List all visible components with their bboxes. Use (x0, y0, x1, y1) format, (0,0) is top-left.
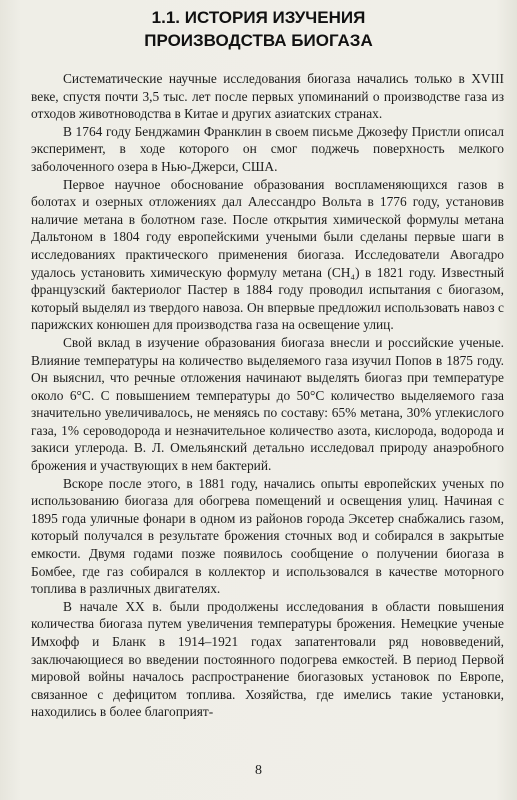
body-text (31, 70, 504, 721)
heading-line-2: ПРОИЗВОДСТВА БИОГАЗА (144, 31, 373, 50)
heading-line-1: 1.1. ИСТОРИЯ ИЗУЧЕНИЯ (151, 8, 366, 27)
paragraph: В начале XX в. были продолжены исследования в области повышения количества биогаза путем увеличения температуры брожения. Немецкие ученые Имхофф и Бланк в 1914–1921 годах запатентовали ряд нововведений, заключающиеся во введении постоянного подогрева емкостей. В период Первой мировой войны началось распространение биогазовых установок по Европе, связанное с дефицитом топлива. Хозяйства, где имелись такие установки, находились в более благоприят- (31, 598, 504, 720)
paragraph: Первое научное обоснование образования воспламеняющихся газов в болотах и озерных отложениях дал Алессандро Вольта в 1776 году, установив наличие метана в болотном газе. После открытия химической формулы метана Дальтоном в 1804 году европейскими учеными были сделаны первые шаги в исследованиях практического применения биогаза. Исследователи Авогадро удалось установить химическую формулу метана (CH₄) в 1821 году. Известный французский бактериолог Пастер в 1884 году проводил испытания с биогазом, который выделял из твердого навоза. Он впервые предложил использовать навоз с парижских конюшен для производства газа на освещение улиц. (31, 176, 504, 333)
page-number: 8 (255, 763, 262, 778)
chapter-heading (0, 6, 517, 52)
paragraph: Систематические научные исследования биогаза начались только в XVIII веке, спустя почти 3,5 тыс. лет после первых упоминаний о производстве газа из отходов животноводства в Китае и других азиатских странах. (31, 71, 504, 122)
paragraph: Вскоре после этого, в 1881 году, начались опыты европейских ученых по использованию биогаза для обогрева помещений и освещения улиц. Начиная с 1895 года уличные фонари в одном из районов города Эксетер снабжались газом, который получался в результате брожения сточных вод и собирался в закрытые емкости. Двумя годами позже появилось сообщение о получении биогаза в Бомбее, где газ собирался в коллектор и использовался в качестве моторного топлива в различных двигателях. (31, 475, 504, 597)
paragraph: Свой вклад в изучение образования биогаза внесли и российские ученые. Влияние температуры на количество выделяемого газа изучил Попов в 1875 году. Он выяснил, что речные отложения начинают выделять биогаз при температуре около 6°С. С повышением температуры до 50°С количество выделяемого газа значительно увеличивалось, не меняясь по составу: 65% метана, 30% углекислого газа, 1% сероводорода и незначительное количество азота, кислорода, водорода и закиси углерода. В. Л. Омельянский детально исследовал природу анаэробного брожения и участвующих в нем бактерий. (31, 334, 504, 474)
paragraph: В 1764 году Бенджамин Франклин в своем письме Джозефу Пристли описал эксперимент, в ходе которого он смог поджечь поверхность мелкого заболоченного озера в Нью-Джерси, США. (31, 123, 504, 174)
